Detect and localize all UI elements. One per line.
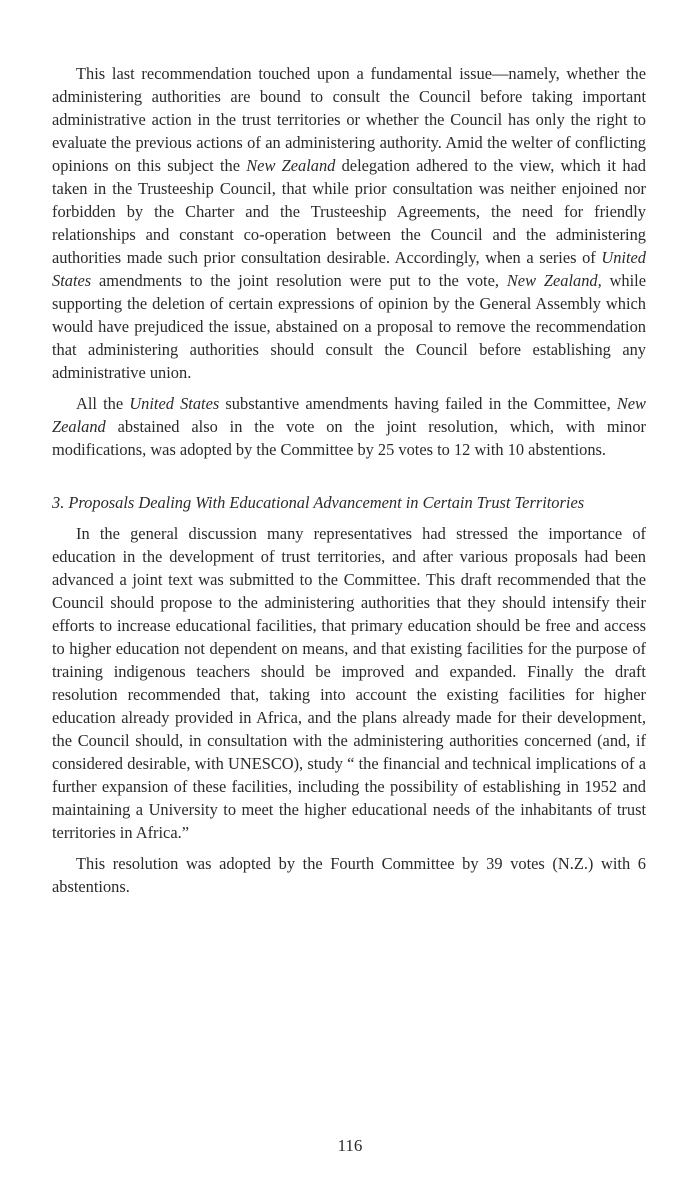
section-gap [52, 461, 646, 491]
page-number: 116 [337, 1136, 363, 1155]
paragraph-2 [52, 392, 646, 461]
italic-run: United States [52, 248, 646, 290]
text-run: delegation adhered to the view, which it had taken in the Trusteeship Council, that while prior consultation was neither enjoined nor forbidden by the Charter and the Trusteeship Agreements, the need for friendly relationships and constant co-operation between the Council and the administering authorities made such prior consultation desirable. Accordingly, when a series of [52, 156, 646, 267]
italic-run: New Zealand [246, 156, 336, 175]
section-heading: 3. Proposals Dealing With Educational Advancement in Certain Trust Territories [52, 493, 585, 512]
italic-run: New Zealand, [506, 271, 602, 290]
page-body [52, 62, 646, 898]
text-run: This last recommendation touched upon a fundamental issue—namely, whether the administering authorities are bound to consult the Council before taking important administrative action in the trust territories or whether the Council has only the right to evaluate the previous actions of an administering authority. Amid the welter of conflicting opinions on this subject the [52, 64, 646, 175]
text-run: All the [76, 394, 130, 413]
paragraph-4: This resolution was adopted by the Fourth Committee by 39 votes (N.Z.) with 6 abstentions. [52, 854, 646, 896]
text-run: amendments to the joint resolution were put to the vote, [91, 271, 507, 290]
italic-run: New Zealand [52, 394, 646, 436]
italic-run: United States [129, 394, 220, 413]
text-run: while supporting the deletion of certain expressions of opinion by the General Assembly which would have prejudiced the issue, abstained on a proposal to remove the recommendation that administering authorities should consult the Council before establishing any administrative union. [52, 271, 646, 382]
paragraph-1 [52, 62, 646, 384]
text-run: substantive amendments having failed in the Committee, [219, 394, 617, 413]
text-run: abstained also in the vote on the joint resolution, which, with minor modifications, was adopted by the Committee by 25 votes to 12 with 10 abstentions. [52, 417, 646, 459]
paragraph-3: In the general discussion many representatives had stressed the importance of education in the development of trust territories, and after various proposals had been advanced a joint text was submitted to the Committee. This draft recommended that the Council should propose to the administering authorities that they should intensify their efforts to increase educational facilities, that primary education should be free and access to higher education not dependent on means, and that existing facilities for the purpose of training indigenous teachers should be improved and expanded. Finally the draft resolution recommended that, taking into account the existing facilities for higher education already provided in Africa, and the plans already made for their development, the Council should, in consultation with the administering authorities concerned (and, if considered desirable, with UNESCO), study “ the financial and technical implications of a further expansion of these facilities, including the possibility of establishing in 1952 and maintaining a University to meet the higher educational needs of the inhabitants of trust territories in Africa.” [52, 524, 646, 842]
